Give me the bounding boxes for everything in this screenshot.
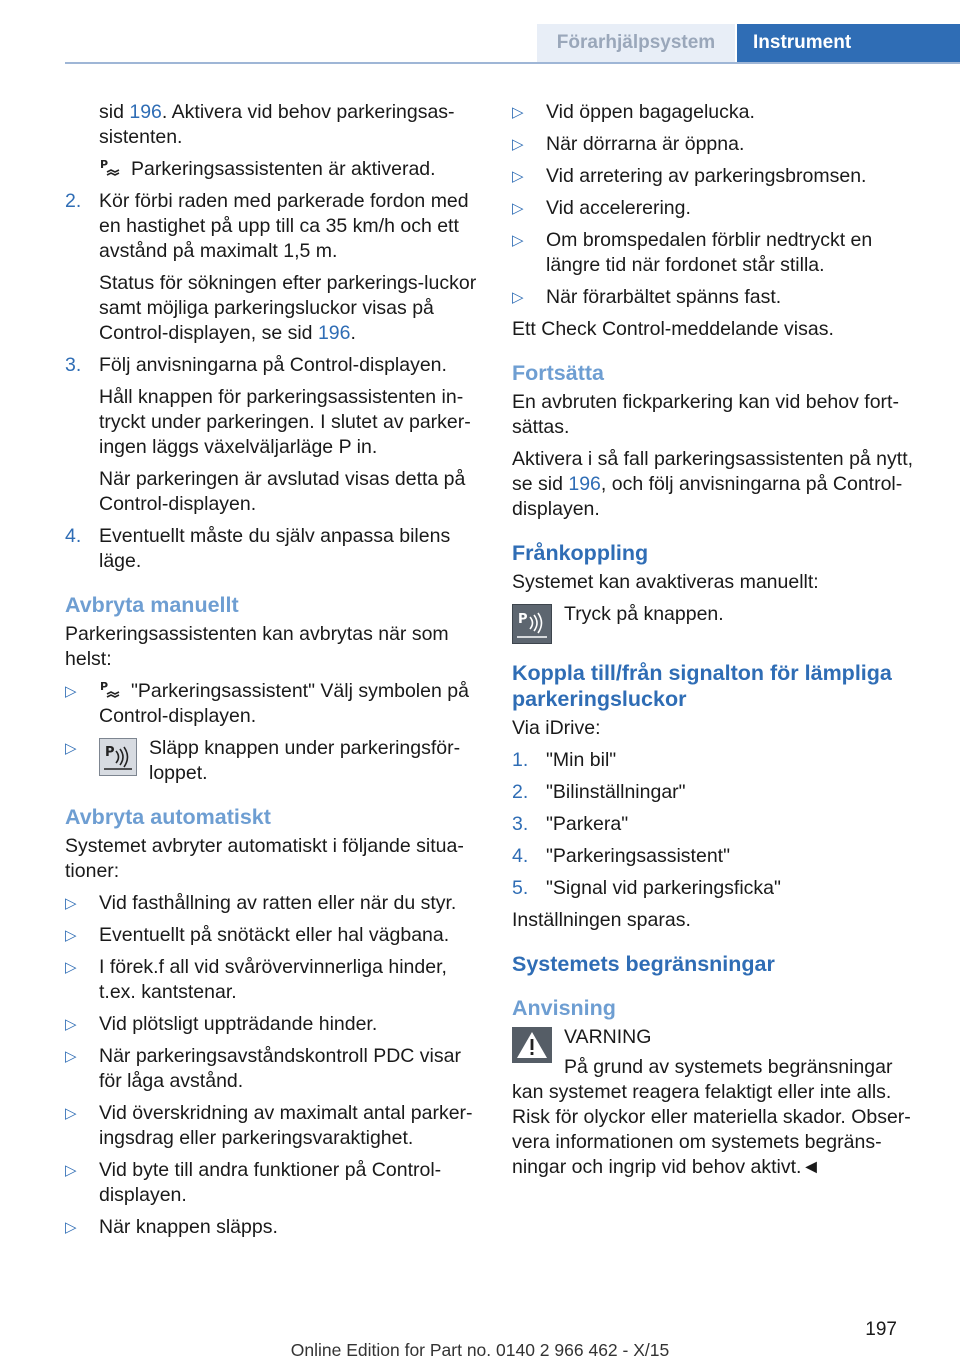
list-item-text: När förarbältet spänns fast. — [546, 286, 782, 308]
heading-limits: Systemets begränsningar — [512, 952, 775, 976]
disable-text: Systemet kan avaktiveras manuellt: — [512, 571, 819, 593]
warning-text: På grund av systemets begränsningar kan systemet reagera felaktigt eller inte alls. Risk för olyckor eller materiella skador. Obser-vera informationen om systemets begräns-ningar och ingrip vid behov aktivt.◄ — [512, 1056, 911, 1178]
press-button-text: Tryck på knappen. — [564, 603, 724, 625]
list-item — [65, 1044, 480, 1094]
bullet-triangle-icon: ▷ — [512, 104, 524, 121]
bullet-triangle-icon: ▷ — [65, 1219, 77, 1236]
step-text: Följ anvisningarna på Control-displayen. — [99, 354, 447, 376]
continue-text-b: , och följ anvisningarna på Control-displayen. — [512, 473, 903, 520]
step-item — [512, 844, 927, 869]
menu-path-text: "Min bil" — [546, 749, 617, 771]
heading-cancel-manual: Avbryta manuellt — [65, 593, 239, 617]
check-control-text: Ett Check Control-meddelande visas. — [512, 318, 834, 340]
step-number: 5. — [512, 877, 529, 899]
step-item — [65, 189, 480, 346]
list-item — [65, 1215, 480, 1240]
button-instruction — [512, 602, 927, 642]
step-subtext: Håll knappen för parkeringsassistenten in-tryckt under parkeringen. I slutet av parker-ingen läggs växelväljarläge P in. — [99, 386, 471, 458]
intro-text: sid — [99, 101, 130, 123]
intro-text-end: . Aktivera vid behov parkeringsas-sistenten. — [99, 101, 455, 148]
step-item — [512, 780, 927, 805]
button-instruction — [99, 736, 480, 786]
svg-text:P: P — [518, 612, 528, 627]
list-item-text: När parkeringsavståndskontroll PDC visar för låga avstånd. — [99, 1045, 461, 1092]
heading-cancel-auto: Avbryta automatiskt — [65, 805, 271, 829]
step-number: 3. — [512, 813, 529, 835]
list-item-text: Vid accelerering. — [546, 197, 691, 219]
step-item — [512, 876, 927, 901]
warning-block — [512, 1025, 927, 1050]
warning-icon — [512, 1027, 552, 1063]
chapter-tab-active[interactable]: Instrument — [737, 24, 960, 62]
svg-text:P: P — [105, 745, 115, 760]
list-item — [512, 285, 927, 310]
bullet-triangle-icon: ▷ — [65, 1105, 77, 1122]
bullet-triangle-icon: ▷ — [65, 927, 77, 944]
right-column — [512, 100, 927, 1187]
page-number: 197 — [865, 1319, 897, 1340]
page-header — [0, 0, 960, 62]
list-item-text: När dörrarna är öppna. — [546, 133, 745, 155]
step-number: 4. — [65, 525, 82, 547]
bullet-triangle-icon: ▷ — [512, 136, 524, 153]
list-item-text: Vid plötsligt uppträdande hinder. — [99, 1013, 378, 1035]
list-item — [512, 196, 927, 221]
list-item-text: Eventuellt på snötäckt eller hal vägbana. — [99, 924, 450, 946]
svg-text:P: P — [100, 158, 109, 171]
menu-path-text: "Bilinställningar" — [546, 781, 686, 803]
list-item — [65, 923, 480, 948]
section-tab[interactable]: Förarhjälpsystem — [537, 24, 735, 62]
list-item-text: Vid byte till andra funktioner på Control-displayen. — [99, 1159, 442, 1206]
menu-path-text: "Signal vid parkeringsficka" — [546, 877, 781, 899]
bullet-triangle-icon: ▷ — [65, 683, 77, 700]
step-subtext: När parkeringen är avslutad visas detta på Control-displayen. — [99, 468, 466, 515]
bullet-triangle-icon: ▷ — [512, 168, 524, 185]
warning-title: VARNING — [564, 1026, 652, 1048]
intro-paragraph — [65, 100, 480, 150]
bullet-triangle-icon: ▷ — [512, 289, 524, 306]
list-item — [65, 679, 480, 729]
continue-text: En avbruten fickparkering kan vid behov fort-sättas. — [512, 391, 899, 438]
step-number: 2. — [512, 781, 529, 803]
continue-text-2 — [512, 447, 927, 522]
list-item-text: När knappen släpps. — [99, 1216, 278, 1238]
auto-list — [65, 891, 480, 1240]
list-item-text: Släpp knappen under parkeringsför-loppet. — [149, 737, 461, 784]
edition-footer: Online Edition for Part no. 0140 2 966 462 - X/15 — [290, 1340, 670, 1360]
left-column — [65, 100, 480, 1247]
list-item — [512, 100, 927, 125]
bullet-triangle-icon: ▷ — [65, 959, 77, 976]
page-link[interactable]: 196 — [568, 473, 601, 495]
step-item — [65, 524, 480, 574]
list-item — [65, 1012, 480, 1037]
svg-text:P: P — [100, 680, 109, 693]
list-item — [65, 736, 480, 786]
parking-assistant-icon — [99, 679, 123, 701]
list-item-text: Vid fasthållning av ratten eller när du styr. — [99, 892, 457, 914]
page-link[interactable]: 196 — [129, 101, 162, 123]
heading-disable: Frånkoppling — [512, 541, 649, 565]
via-idrive-text: Via iDrive: — [512, 717, 601, 739]
step-item — [512, 748, 927, 773]
heading-continue: Fortsätta — [512, 361, 604, 385]
list-item-text: I förek.f all vid svårövervinnerliga hinder, t.ex. kantstenar. — [99, 956, 447, 1003]
step-item — [65, 353, 480, 517]
parking-assistant-icon — [99, 157, 123, 179]
step-subtext — [99, 271, 480, 346]
bullet-triangle-icon: ▷ — [512, 200, 524, 217]
list-item — [512, 132, 927, 157]
bullet-triangle-icon: ▷ — [65, 895, 77, 912]
status-text: Parkeringsassistenten är aktiverad. — [131, 158, 436, 180]
parking-button-icon — [99, 738, 137, 776]
auto-text: Systemet avbryter automatiskt i följande situa-tioner: — [65, 835, 464, 882]
bullet-triangle-icon: ▷ — [65, 1162, 77, 1179]
list-item — [65, 891, 480, 916]
bullet-triangle-icon: ▷ — [65, 1048, 77, 1065]
list-item — [512, 164, 927, 189]
step-text: Kör förbi raden med parkerade fordon med en hastighet på upp till ca 35 km/h och ett avstånd på maximalt 1,5 m. — [99, 190, 469, 262]
list-item-text: "Parkeringsassistent" Välj symbolen på Control-displayen. — [99, 680, 469, 727]
signal-steps — [512, 748, 927, 901]
step-number: 4. — [512, 845, 529, 867]
step-item — [512, 812, 927, 837]
settings-saved-text: Inställningen sparas. — [512, 909, 691, 931]
menu-path-text: "Parkera" — [546, 813, 629, 835]
list-item-text: Om bromspedalen förblir nedtryckt en längre tid när fordonet står stilla. — [546, 229, 873, 276]
list-item-text: Vid överskridning av maximalt antal parker-ingsdrag eller parkeringsvaraktighet. — [99, 1102, 473, 1149]
step-text: Eventuellt måste du själv anpassa bilens läge. — [99, 525, 451, 572]
heading-note: Anvisning — [512, 996, 616, 1020]
bullet-triangle-icon: ▷ — [512, 232, 524, 249]
heading-signal-tone: Koppla till/från signalton för lämpliga parkeringsluckor — [512, 661, 892, 711]
status-line — [65, 157, 480, 182]
step-subtext-a: Status för sökningen efter parkerings-luckor samt möjliga parkeringsluckor visas på Control-displayen, se sid — [99, 272, 477, 344]
page-link[interactable]: 196 — [317, 322, 351, 344]
manual-text: Parkeringsassistenten kan avbrytas när som helst: — [65, 623, 449, 670]
continue-text-a: Aktivera i så fall parkeringsassistenten på nytt, se sid — [512, 448, 914, 495]
parking-button-icon — [512, 604, 552, 644]
list-item — [65, 1101, 480, 1151]
step-number: 2. — [65, 190, 82, 212]
step-number: 1. — [512, 749, 529, 771]
list-item-text: Vid öppen bagagelucka. — [546, 101, 755, 123]
condition-list — [512, 100, 927, 310]
list-item — [65, 1158, 480, 1208]
list-item-text: Vid arretering av parkeringsbromsen. — [546, 165, 867, 187]
list-item — [65, 955, 480, 1005]
list-item — [512, 228, 927, 278]
bullet-triangle-icon: ▷ — [65, 1016, 77, 1033]
step-subtext-b: . — [350, 322, 356, 344]
header-divider — [65, 62, 960, 64]
step-number: 3. — [65, 354, 82, 376]
bullet-triangle-icon: ▷ — [65, 740, 77, 757]
menu-path-text: "Parkeringsassistent" — [546, 845, 731, 867]
